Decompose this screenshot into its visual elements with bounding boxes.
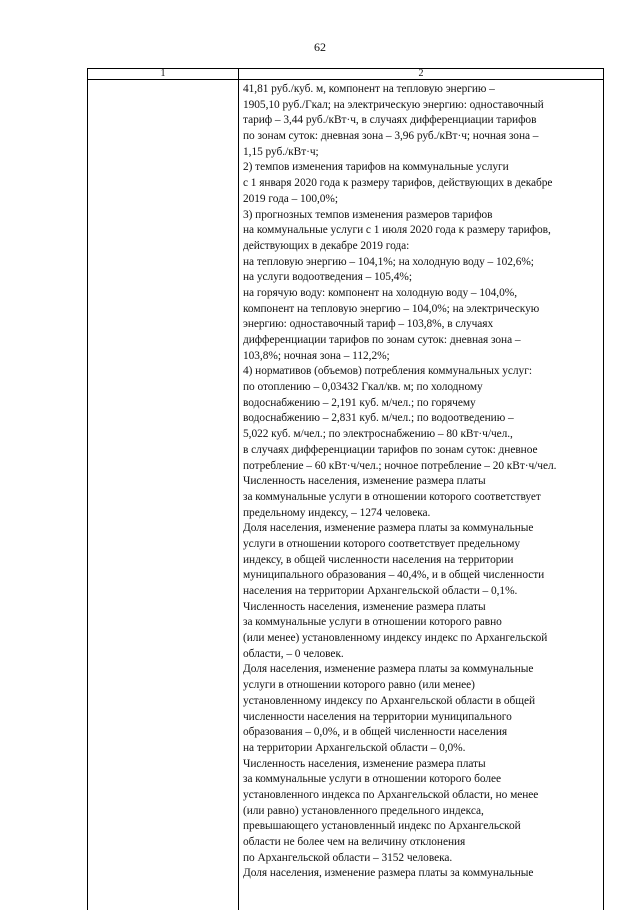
text-line: услуги в отношении которого равно (или менее)	[243, 678, 603, 694]
text-line: тариф – 3,44 руб./кВт·ч, в случаях дифференциации тарифов	[243, 113, 603, 129]
text-line: 3) прогнозных темпов изменения размеров тарифов	[243, 208, 603, 224]
text-line: населения на территории Архангельской области – 0,1%.	[243, 584, 603, 600]
text-line: Численность населения, изменение размера платы	[243, 600, 603, 616]
text-line: области, – 0 человек.	[243, 647, 603, 663]
text-line: (или менее) установленному индексу индекс по Архангельской	[243, 631, 603, 647]
text-line: водоснабжению – 2,831 куб. м/чел.; по водоотведению –	[243, 411, 603, 427]
text-line: услуги в отношении которого соответствует предельному	[243, 537, 603, 553]
text-line: энергию: одноставочный тариф – 103,8%, в случаях	[243, 317, 603, 333]
text-line: за коммунальные услуги в отношении которого соответствует	[243, 490, 603, 506]
text-line: (или равно) установленного предельного индекса,	[243, 804, 603, 820]
text-line: образования – 0,0%, и в общей численности населения	[243, 725, 603, 741]
text-line: 41,81 руб./куб. м, компонент на тепловую энергию –	[243, 82, 603, 98]
text-line: превышающего установленный индекс по Архангельской	[243, 819, 603, 835]
text-line: установленному индексу по Архангельской области в общей	[243, 694, 603, 710]
text-line: действующих в декабре 2019 года:	[243, 239, 603, 255]
text-line: по зонам суток: дневная зона – 3,96 руб./кВт·ч; ночная зона –	[243, 129, 603, 145]
text-line: предельному индексу, – 1274 человека.	[243, 506, 603, 522]
text-block	[239, 80, 603, 882]
column-2-header: 2	[239, 69, 604, 80]
text-line: на услуги водоотведения – 105,4%;	[243, 270, 603, 286]
text-line: на тепловую энергию – 104,1%; на холодную воду – 102,6%;	[243, 255, 603, 271]
text-line: Доля населения, изменение размера платы за коммунальные	[243, 521, 603, 537]
text-line: муниципального образования – 40,4%, и в общей численности	[243, 568, 603, 584]
text-line: индексу, в общей численности населения на территории	[243, 553, 603, 569]
text-line: Доля населения, изменение размера платы за коммунальные	[243, 866, 603, 882]
text-line: на горячую воду: компонент на холодную воду – 104,0%,	[243, 286, 603, 302]
text-line: 1,15 руб./кВт·ч;	[243, 145, 603, 161]
page-number: 62	[0, 40, 640, 55]
text-line: на коммунальные услуги с 1 июля 2020 года к размеру тарифов,	[243, 223, 603, 239]
text-line: в случаях дифференциации тарифов по зонам суток: дневное	[243, 443, 603, 459]
text-line: 2) темпов изменения тарифов на коммунальные услуги	[243, 160, 603, 176]
text-line: по отоплению – 0,03432 Гкал/кв. м; по холодному	[243, 380, 603, 396]
text-line: за коммунальные услуги в отношении которого равно	[243, 615, 603, 631]
text-line: области не более чем на величину отклонения	[243, 835, 603, 851]
text-line: 5,022 куб. м/чел.; по электроснабжению – 80 кВт·ч/чел.,	[243, 427, 603, 443]
column-2-cell	[239, 80, 604, 910]
text-line: за коммунальные услуги в отношении которого более	[243, 772, 603, 788]
table-header-row	[88, 69, 604, 80]
text-line: по Архангельской области – 3152 человека.	[243, 851, 603, 867]
text-line: потребление – 60 кВт·ч/чел.; ночное потребление – 20 кВт·ч/чел.	[243, 459, 603, 475]
text-line: дифференциации тарифов по зонам суток: дневная зона –	[243, 333, 603, 349]
text-line: Численность населения, изменение размера платы	[243, 757, 603, 773]
text-line: водоснабжению – 2,191 куб. м/чел.; по горячему	[243, 396, 603, 412]
text-line: установленного индекса по Архангельской области, но менее	[243, 788, 603, 804]
text-line: с 1 января 2020 года к размеру тарифов, действующих в декабре	[243, 176, 603, 192]
text-line: компонент на тепловую энергию – 104,0%; на электрическую	[243, 302, 603, 318]
text-line: Численность населения, изменение размера платы	[243, 474, 603, 490]
text-line: на территории Архангельской области – 0,0%.	[243, 741, 603, 757]
document-table	[87, 68, 604, 910]
text-line: 1905,10 руб./Гкал; на электрическую энергию: одноставочный	[243, 98, 603, 114]
column-1-cell	[88, 80, 239, 910]
text-line: 103,8%; ночная зона – 112,2%;	[243, 349, 603, 365]
text-line: 2019 года – 100,0%;	[243, 192, 603, 208]
text-line: 4) нормативов (объемов) потребления коммунальных услуг:	[243, 364, 603, 380]
column-1-header: 1	[88, 69, 239, 80]
table-row	[88, 80, 604, 910]
text-line: численности населения на территории муниципального	[243, 710, 603, 726]
text-line: Доля населения, изменение размера платы за коммунальные	[243, 662, 603, 678]
